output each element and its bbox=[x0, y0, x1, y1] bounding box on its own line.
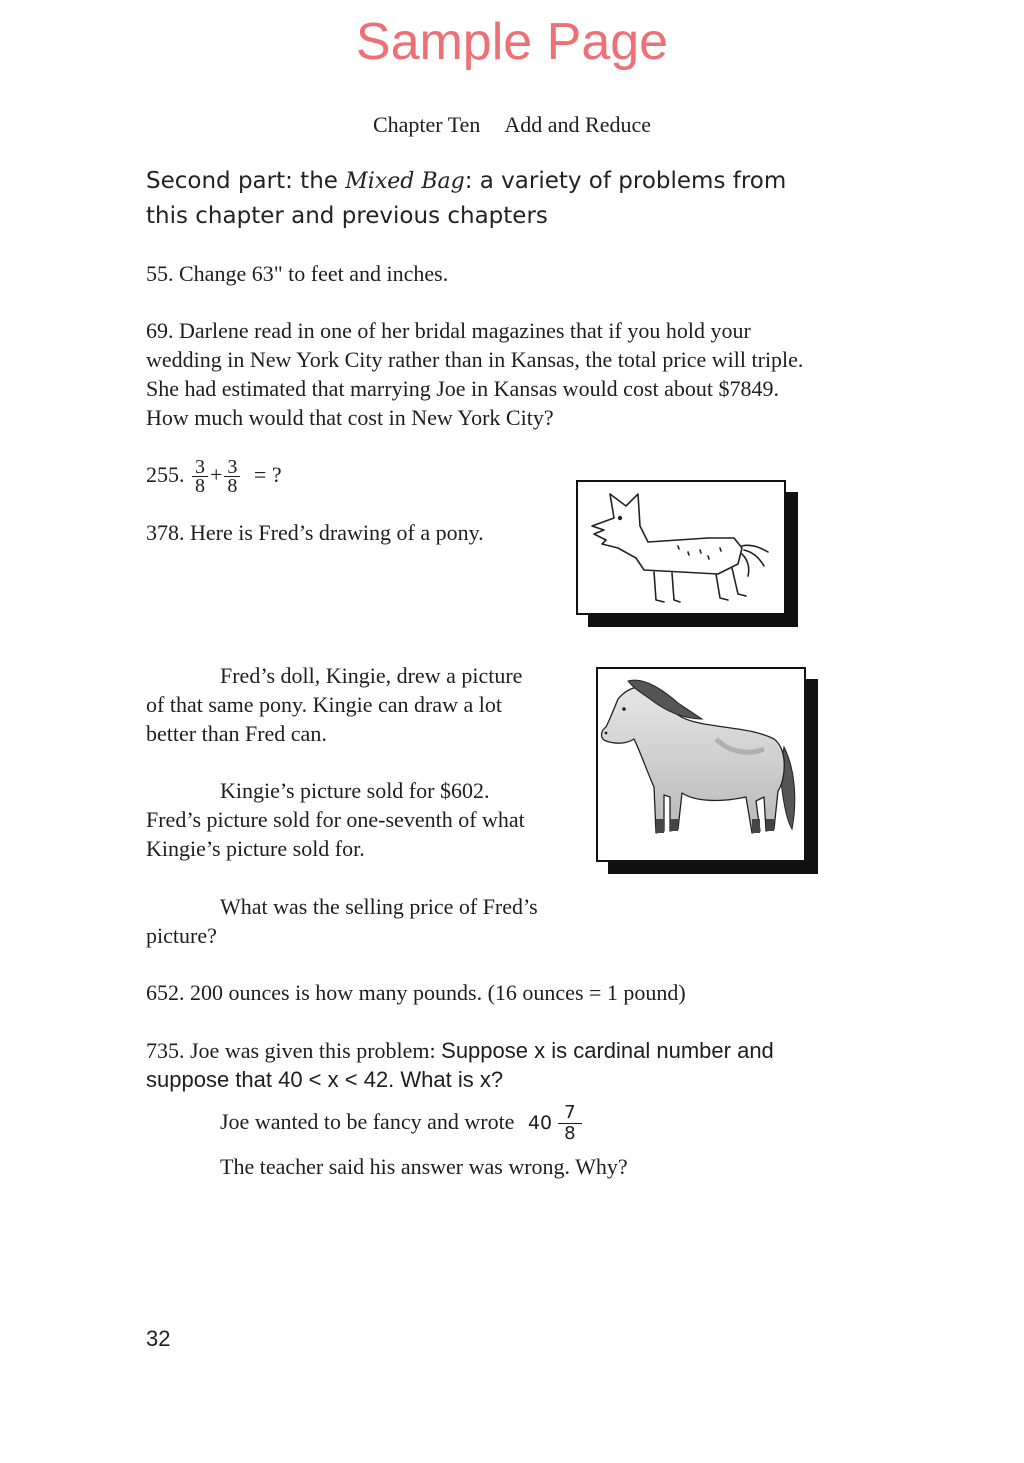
problem-69-line: wedding in New York City rather than in Kansas, the total price will triple. bbox=[146, 347, 804, 372]
plus-sign: + bbox=[210, 462, 223, 487]
answer-fraction: $\frac{7}{8}$ bbox=[558, 1103, 581, 1144]
kingie-line: better than Fred can. bbox=[146, 721, 327, 746]
problem-69 bbox=[146, 316, 906, 432]
section-suffix: : a variety of problems from bbox=[464, 168, 787, 194]
problem-55: 55. Change 63" to feet and inches. bbox=[146, 261, 449, 286]
sample-page-watermark: Sample Page bbox=[355, 13, 669, 71]
mixed-bag-script: Mixed Bag bbox=[345, 169, 465, 194]
kingie-paragraph-3 bbox=[146, 892, 586, 950]
chapter-topic: Add and Reduce bbox=[504, 112, 652, 137]
kingie-line: Kingie’s picture sold for. bbox=[146, 836, 365, 861]
problem-69-line: How much would that cost in New York City? bbox=[146, 405, 554, 430]
kingie-line: What was the selling price of Fred’s bbox=[220, 894, 538, 919]
kingie-line: Fred’s doll, Kingie, drew a picture bbox=[220, 663, 523, 688]
joe-answer-line bbox=[220, 1100, 582, 1145]
teacher-response: The teacher said his answer was wrong. Why? bbox=[220, 1154, 628, 1179]
kingie-line: picture? bbox=[146, 923, 217, 948]
problem-735-quote: Suppose x is cardinal number and bbox=[441, 1038, 774, 1063]
fraction-three-eighths: $\frac{3}{8}$ bbox=[224, 458, 240, 495]
kingie-pony-drawing bbox=[596, 667, 806, 862]
section-prefix: Second part: the bbox=[146, 168, 346, 194]
problem-735-lead: 735. Joe was given this problem: bbox=[146, 1038, 442, 1063]
problem-255 bbox=[146, 453, 282, 497]
kingie-paragraph-1 bbox=[146, 661, 586, 748]
problem-735 bbox=[146, 1036, 906, 1094]
fraction-three-eighths: $\frac{3}{8}$ bbox=[192, 458, 208, 495]
kingie-line: Kingie’s picture sold for $602. bbox=[220, 778, 490, 803]
chapter-header bbox=[0, 112, 1024, 138]
problem-69-line: She had estimated that marrying Joe in Kansas would cost about $7849. bbox=[146, 376, 779, 401]
problem-378: 378. Here is Fred’s drawing of a pony. bbox=[146, 520, 484, 545]
equals-question: = ? bbox=[253, 462, 282, 487]
realistic-horse-illustration bbox=[598, 669, 804, 860]
kingie-line: of that same pony. Kingie can draw a lot bbox=[146, 692, 502, 717]
chapter-label: Chapter Ten bbox=[372, 112, 481, 137]
joe-wrote-text: Joe wanted to be fancy and wrote bbox=[220, 1109, 515, 1134]
kingie-line: Fred’s picture sold for one-seventh of what bbox=[146, 807, 525, 832]
problem-652: 652. 200 ounces is how many pounds. (16 ounces = 1 pound) bbox=[146, 980, 686, 1005]
page-number: 32 bbox=[146, 1326, 171, 1351]
problem-69-line: 69. Darlene read in one of her bridal magazines that if you hold your bbox=[146, 318, 751, 343]
fred-pony-drawing bbox=[576, 480, 786, 615]
problem-735-quote: suppose that 40 < x < 42. What is x? bbox=[146, 1067, 504, 1092]
answer-whole: 40 bbox=[527, 1112, 553, 1134]
section-line2: this chapter and previous chapters bbox=[146, 203, 548, 229]
section-heading bbox=[146, 164, 886, 233]
crude-pony-sketch bbox=[578, 482, 784, 613]
problem-255-number: 255. bbox=[146, 462, 185, 487]
kingie-paragraph-2 bbox=[146, 776, 586, 863]
